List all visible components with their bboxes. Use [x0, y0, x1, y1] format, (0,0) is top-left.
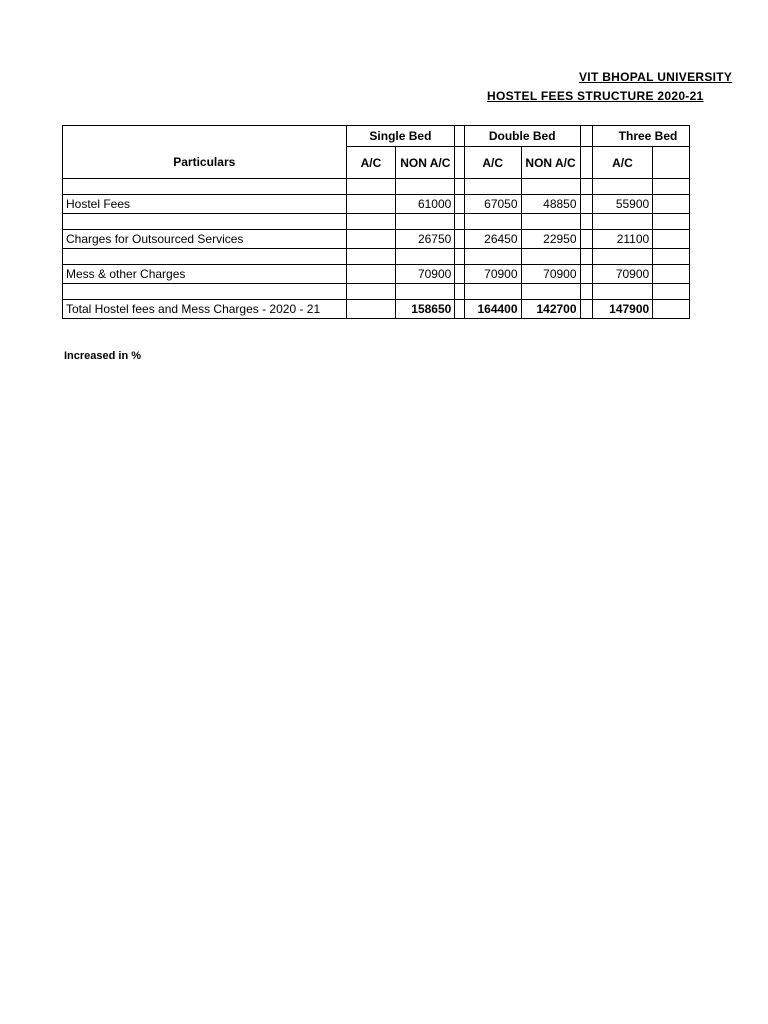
- double-ac-cell: 67050: [464, 195, 521, 214]
- spacer-cell: [580, 265, 592, 284]
- double-ac-cell: 26450: [464, 230, 521, 249]
- group-header-row: [63, 126, 690, 147]
- spacer-cell: [455, 230, 465, 249]
- cut-off-cell: [653, 265, 690, 284]
- spacer-cell: [455, 300, 465, 319]
- single-ac-cell: [346, 195, 396, 214]
- double-nonac-total: 142700: [521, 300, 580, 319]
- row-label: Hostel Fees: [63, 195, 347, 214]
- total-row: [63, 300, 690, 319]
- single-nonac-cell: 61000: [396, 195, 455, 214]
- single-ac-cell: [346, 230, 396, 249]
- row-label: Charges for Outsourced Services: [63, 230, 347, 249]
- sub-header-row: [63, 147, 690, 179]
- three-ac-cell: 21100: [592, 230, 653, 249]
- table-row: [63, 230, 690, 249]
- table-row: [63, 195, 690, 214]
- spacer-cell: [455, 265, 465, 284]
- spacer-cell: [580, 300, 592, 319]
- fees-structure-title: HOSTEL FEES STRUCTURE 2020-21: [487, 89, 704, 103]
- double-nonac-header: NON A/C: [521, 147, 580, 179]
- spacer-cell: [455, 147, 465, 179]
- three-ac-cell: 70900: [592, 265, 653, 284]
- double-bed-header: Double Bed: [464, 126, 580, 147]
- spacer-cell: [580, 126, 592, 147]
- double-ac-total: 164400: [464, 300, 521, 319]
- spacer-cell: [580, 147, 592, 179]
- total-row-label: Total Hostel fees and Mess Charges - 2020 - 21: [63, 300, 347, 319]
- particulars-header: Particulars: [63, 147, 347, 179]
- spacer-cell: [455, 126, 465, 147]
- spacer-cell: [580, 195, 592, 214]
- university-title: VIT BHOPAL UNIVERSITY: [579, 70, 733, 84]
- double-nonac-cell: 48850: [521, 195, 580, 214]
- single-ac-cell: [346, 265, 396, 284]
- fees-table: [62, 125, 690, 319]
- title-line-1-container: [0, 70, 733, 88]
- spacer-row: [63, 249, 690, 265]
- single-nonac-cell: 70900: [396, 265, 455, 284]
- single-ac-total: [346, 300, 396, 319]
- single-bed-header: Single Bed: [346, 126, 455, 147]
- cut-off-cell: [653, 147, 690, 179]
- three-ac-header: A/C: [592, 147, 653, 179]
- spacer-row: [63, 214, 690, 230]
- double-ac-cell: 70900: [464, 265, 521, 284]
- header-blank-cell: [63, 126, 347, 147]
- single-nonac-header: NON A/C: [396, 147, 455, 179]
- double-nonac-cell: 70900: [521, 265, 580, 284]
- spacer-row: [63, 179, 690, 195]
- fees-table-container: [62, 125, 690, 330]
- cut-off-cell: [653, 195, 690, 214]
- spacer-cell: [580, 230, 592, 249]
- spacer-cell: [455, 195, 465, 214]
- title-line-2-container: [0, 89, 704, 107]
- three-bed-header: Three Bed: [592, 126, 689, 147]
- double-nonac-cell: 22950: [521, 230, 580, 249]
- single-ac-header: A/C: [346, 147, 396, 179]
- double-ac-header: A/C: [464, 147, 521, 179]
- three-ac-total: 147900: [592, 300, 653, 319]
- cut-off-cell: [653, 300, 690, 319]
- three-ac-cell: 55900: [592, 195, 653, 214]
- spacer-row: [63, 284, 690, 300]
- single-nonac-total: 158650: [396, 300, 455, 319]
- single-nonac-cell: 26750: [396, 230, 455, 249]
- table-row: [63, 265, 690, 284]
- increase-percent-note: Increased in %: [64, 350, 142, 362]
- cut-off-cell: [653, 230, 690, 249]
- row-label: Mess & other Charges: [63, 265, 347, 284]
